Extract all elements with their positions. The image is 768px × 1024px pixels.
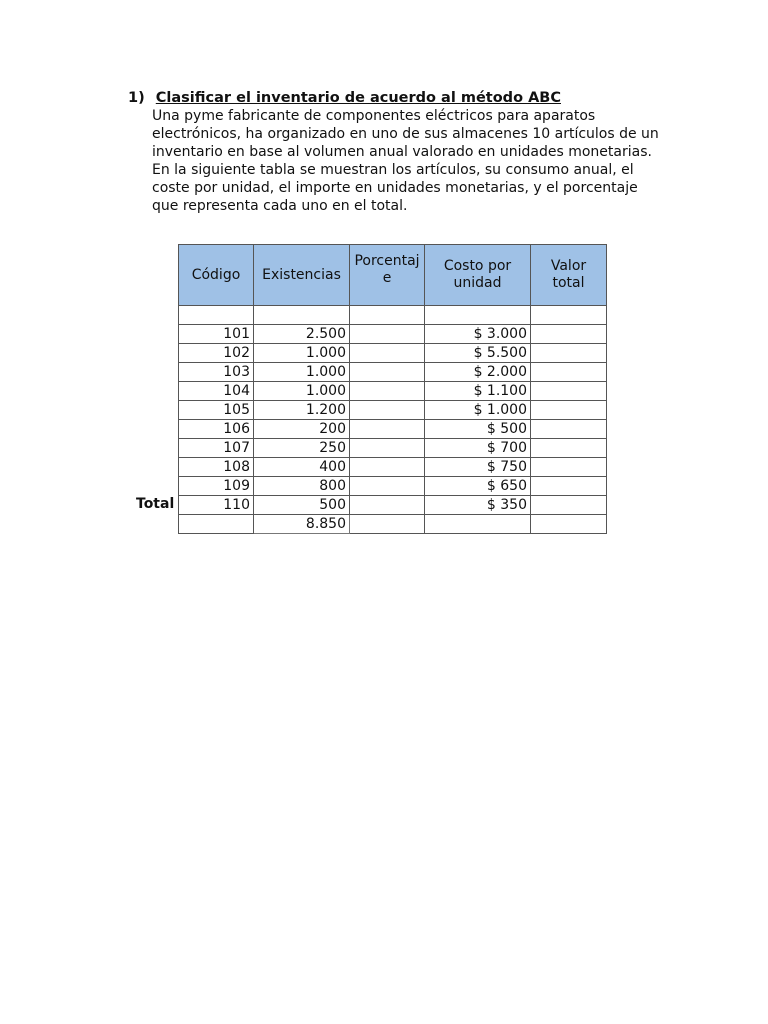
table-row bbox=[179, 439, 607, 458]
cell-costo: $ 700 bbox=[425, 439, 531, 458]
cell-codigo: 105 bbox=[179, 401, 254, 420]
header-spacer bbox=[179, 306, 607, 325]
cell-porcentaje bbox=[350, 477, 425, 496]
table-row bbox=[179, 382, 607, 401]
section-heading bbox=[128, 90, 561, 106]
cell-codigo: 104 bbox=[179, 382, 254, 401]
cell-costo: $ 5.500 bbox=[425, 344, 531, 363]
cell-porcentaje bbox=[350, 420, 425, 439]
inventory-table bbox=[178, 244, 607, 534]
paragraph-line: En la siguiente tabla se muestran los artículos, su consumo anual, el bbox=[152, 162, 634, 178]
table-header-row bbox=[179, 245, 607, 306]
cell-valor bbox=[531, 344, 607, 363]
section-number: 1) bbox=[128, 90, 145, 106]
cell-codigo: 110 bbox=[179, 496, 254, 515]
cell-porcentaje bbox=[350, 382, 425, 401]
cell-valor bbox=[531, 439, 607, 458]
cell-costo: $ 2.000 bbox=[425, 363, 531, 382]
cell-porcentaje bbox=[350, 496, 425, 515]
cell-existencias: 250 bbox=[254, 439, 350, 458]
total-existencias: 8.850 bbox=[254, 515, 350, 534]
cell-existencias: 200 bbox=[254, 420, 350, 439]
cell-existencias: 2.500 bbox=[254, 325, 350, 344]
paragraph-line: coste por unidad, el importe en unidades monetarias, y el porcentaje bbox=[152, 180, 638, 196]
cell-valor bbox=[531, 477, 607, 496]
cell-porcentaje bbox=[350, 363, 425, 382]
table-row bbox=[179, 420, 607, 439]
table-row bbox=[179, 458, 607, 477]
cell-codigo: 107 bbox=[179, 439, 254, 458]
cell-existencias: 1.200 bbox=[254, 401, 350, 420]
table-row bbox=[179, 344, 607, 363]
cell-valor bbox=[531, 363, 607, 382]
cell-costo: $ 1.100 bbox=[425, 382, 531, 401]
cell-costo: $ 1.000 bbox=[425, 401, 531, 420]
cell-codigo: 109 bbox=[179, 477, 254, 496]
cell-costo: $ 3.000 bbox=[425, 325, 531, 344]
cell-costo: $ 350 bbox=[425, 496, 531, 515]
cell-existencias: 400 bbox=[254, 458, 350, 477]
table-row bbox=[179, 401, 607, 420]
table-row bbox=[179, 496, 607, 515]
paragraph-line: Una pyme fabricante de componentes eléctricos para aparatos bbox=[152, 108, 596, 124]
table-row bbox=[179, 477, 607, 496]
cell-porcentaje bbox=[350, 458, 425, 477]
cell-existencias: 800 bbox=[254, 477, 350, 496]
paragraph-line: que representa cada uno en el total. bbox=[152, 198, 408, 214]
cell-existencias: 1.000 bbox=[254, 382, 350, 401]
total-row bbox=[179, 515, 607, 534]
cell-porcentaje bbox=[350, 401, 425, 420]
cell-existencias: 1.000 bbox=[254, 344, 350, 363]
table-row bbox=[179, 363, 607, 382]
cell-valor bbox=[531, 458, 607, 477]
cell-porcentaje bbox=[350, 325, 425, 344]
header-valor-total: Valor total bbox=[531, 245, 607, 306]
cell-valor bbox=[531, 420, 607, 439]
cell-codigo: 103 bbox=[179, 363, 254, 382]
cell-valor bbox=[531, 382, 607, 401]
cell-costo: $ 500 bbox=[425, 420, 531, 439]
header-existencias: Existencias bbox=[254, 245, 350, 306]
cell-valor bbox=[531, 401, 607, 420]
cell-codigo: 108 bbox=[179, 458, 254, 477]
header-porcentaje: Porcentaj e bbox=[350, 245, 425, 306]
cell-codigo: 102 bbox=[179, 344, 254, 363]
cell-valor bbox=[531, 496, 607, 515]
cell-codigo: 101 bbox=[179, 325, 254, 344]
paragraph-line: electrónicos, ha organizado en uno de sus almacenes 10 artículos de un bbox=[152, 126, 659, 142]
total-label: Total bbox=[136, 496, 175, 512]
header-codigo: Código bbox=[179, 245, 254, 306]
cell-existencias: 500 bbox=[254, 496, 350, 515]
paragraph-line: inventario en base al volumen anual valorado en unidades monetarias. bbox=[152, 144, 652, 160]
cell-valor bbox=[531, 325, 607, 344]
cell-porcentaje bbox=[350, 344, 425, 363]
problem-statement bbox=[152, 107, 672, 215]
cell-costo: $ 750 bbox=[425, 458, 531, 477]
cell-costo: $ 650 bbox=[425, 477, 531, 496]
cell-porcentaje bbox=[350, 439, 425, 458]
table-row bbox=[179, 325, 607, 344]
header-costo-por-unidad: Costo por unidad bbox=[425, 245, 531, 306]
cell-codigo: 106 bbox=[179, 420, 254, 439]
section-title: Clasificar el inventario de acuerdo al método ABC bbox=[155, 90, 561, 106]
cell-existencias: 1.000 bbox=[254, 363, 350, 382]
